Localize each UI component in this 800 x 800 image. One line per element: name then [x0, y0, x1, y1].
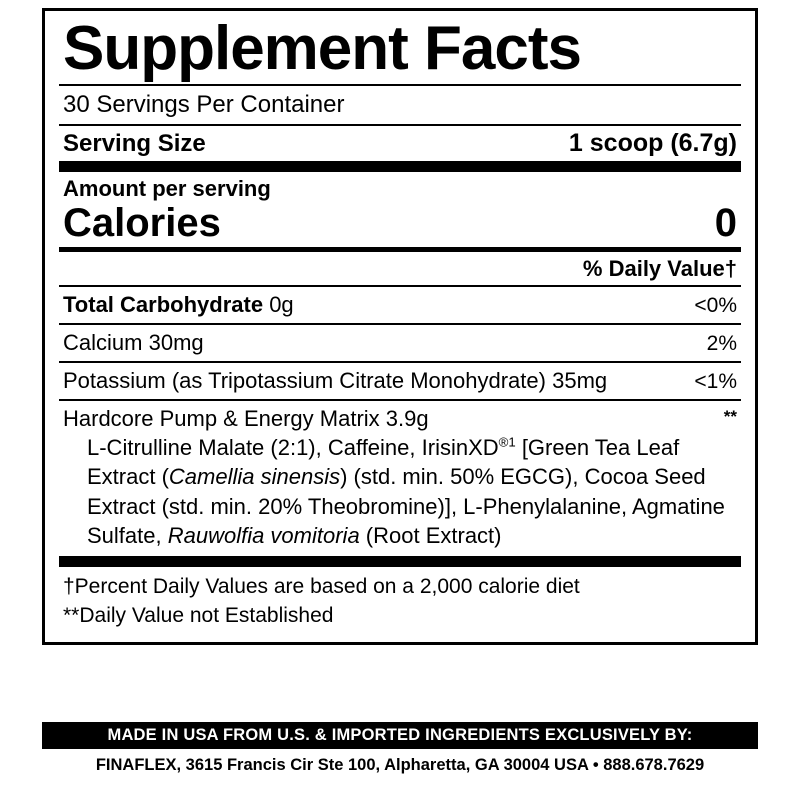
blend-dv: ** — [723, 407, 737, 427]
serving-size-label: Serving Size — [63, 130, 206, 158]
calories-label: Calories — [63, 201, 221, 246]
amount-per-serving-label: Amount per serving — [63, 176, 271, 202]
table-row — [59, 363, 741, 399]
page-title: Supplement Facts — [63, 14, 581, 83]
table-row — [59, 325, 741, 361]
nutrient-amount: 30mg — [148, 330, 204, 356]
blend-name: Hardcore Pump & Energy Matrix 3.9g — [63, 406, 429, 432]
table-row — [59, 287, 741, 323]
nutrient-amount: 0g — [269, 292, 294, 318]
footnote-dv-not-established: **Daily Value not Established — [63, 603, 334, 627]
calories-value: 0 — [714, 201, 737, 246]
daily-value-header: % Daily Value† — [582, 256, 737, 282]
blend-ingredients: L-Citrulline Malate (2:1), Caffeine, IrisinXD$^{®1}$ [Green Tea Leaf Extract (Camellia sinensis) (std. min. 50% EGCG), Cocoa Seed Extract (std. min. 20% Theobromine)], L-Phenylalanine, Agmatine Sulfate, Rauwolfia vomitoria (Root Extract) — [87, 434, 725, 548]
nutrient-dv: <1% — [694, 370, 737, 394]
divider-thick — [59, 161, 741, 172]
calories-row — [59, 202, 741, 247]
nutrient-amount: 35mg — [552, 368, 608, 394]
serving-size-row — [59, 126, 741, 161]
nutrient-name: Calcium — [63, 330, 143, 356]
company-address-line: FINAFLEX, 3615 Francis Cir Ste 100, Alpharetta, GA 30004 USA • 888.678.7629 — [95, 756, 705, 774]
made-in-usa-banner: MADE IN USA FROM U.S. & IMPORTED INGREDIENTS EXCLUSIVELY BY: — [42, 722, 758, 749]
serving-size-value: 1 scoop (6.7g) — [568, 129, 737, 158]
nutrient-dv: 2% — [706, 332, 737, 356]
divider-thick — [59, 556, 741, 567]
supplement-facts-panel — [42, 8, 758, 645]
nutrient-name: Total Carbohydrate — [63, 292, 264, 318]
footnote-daily-value: †Percent Daily Values are based on a 2,000 calorie diet — [63, 575, 580, 599]
nutrient-dv: <0% — [694, 294, 737, 318]
footnotes — [59, 567, 741, 632]
manufacturer-footer — [42, 722, 758, 775]
servings-per-container: 30 Servings Per Container — [63, 91, 345, 119]
nutrient-name: Potassium (as Tripotassium Citrate Monohydrate) — [63, 368, 546, 394]
blend-header-row — [59, 401, 741, 432]
